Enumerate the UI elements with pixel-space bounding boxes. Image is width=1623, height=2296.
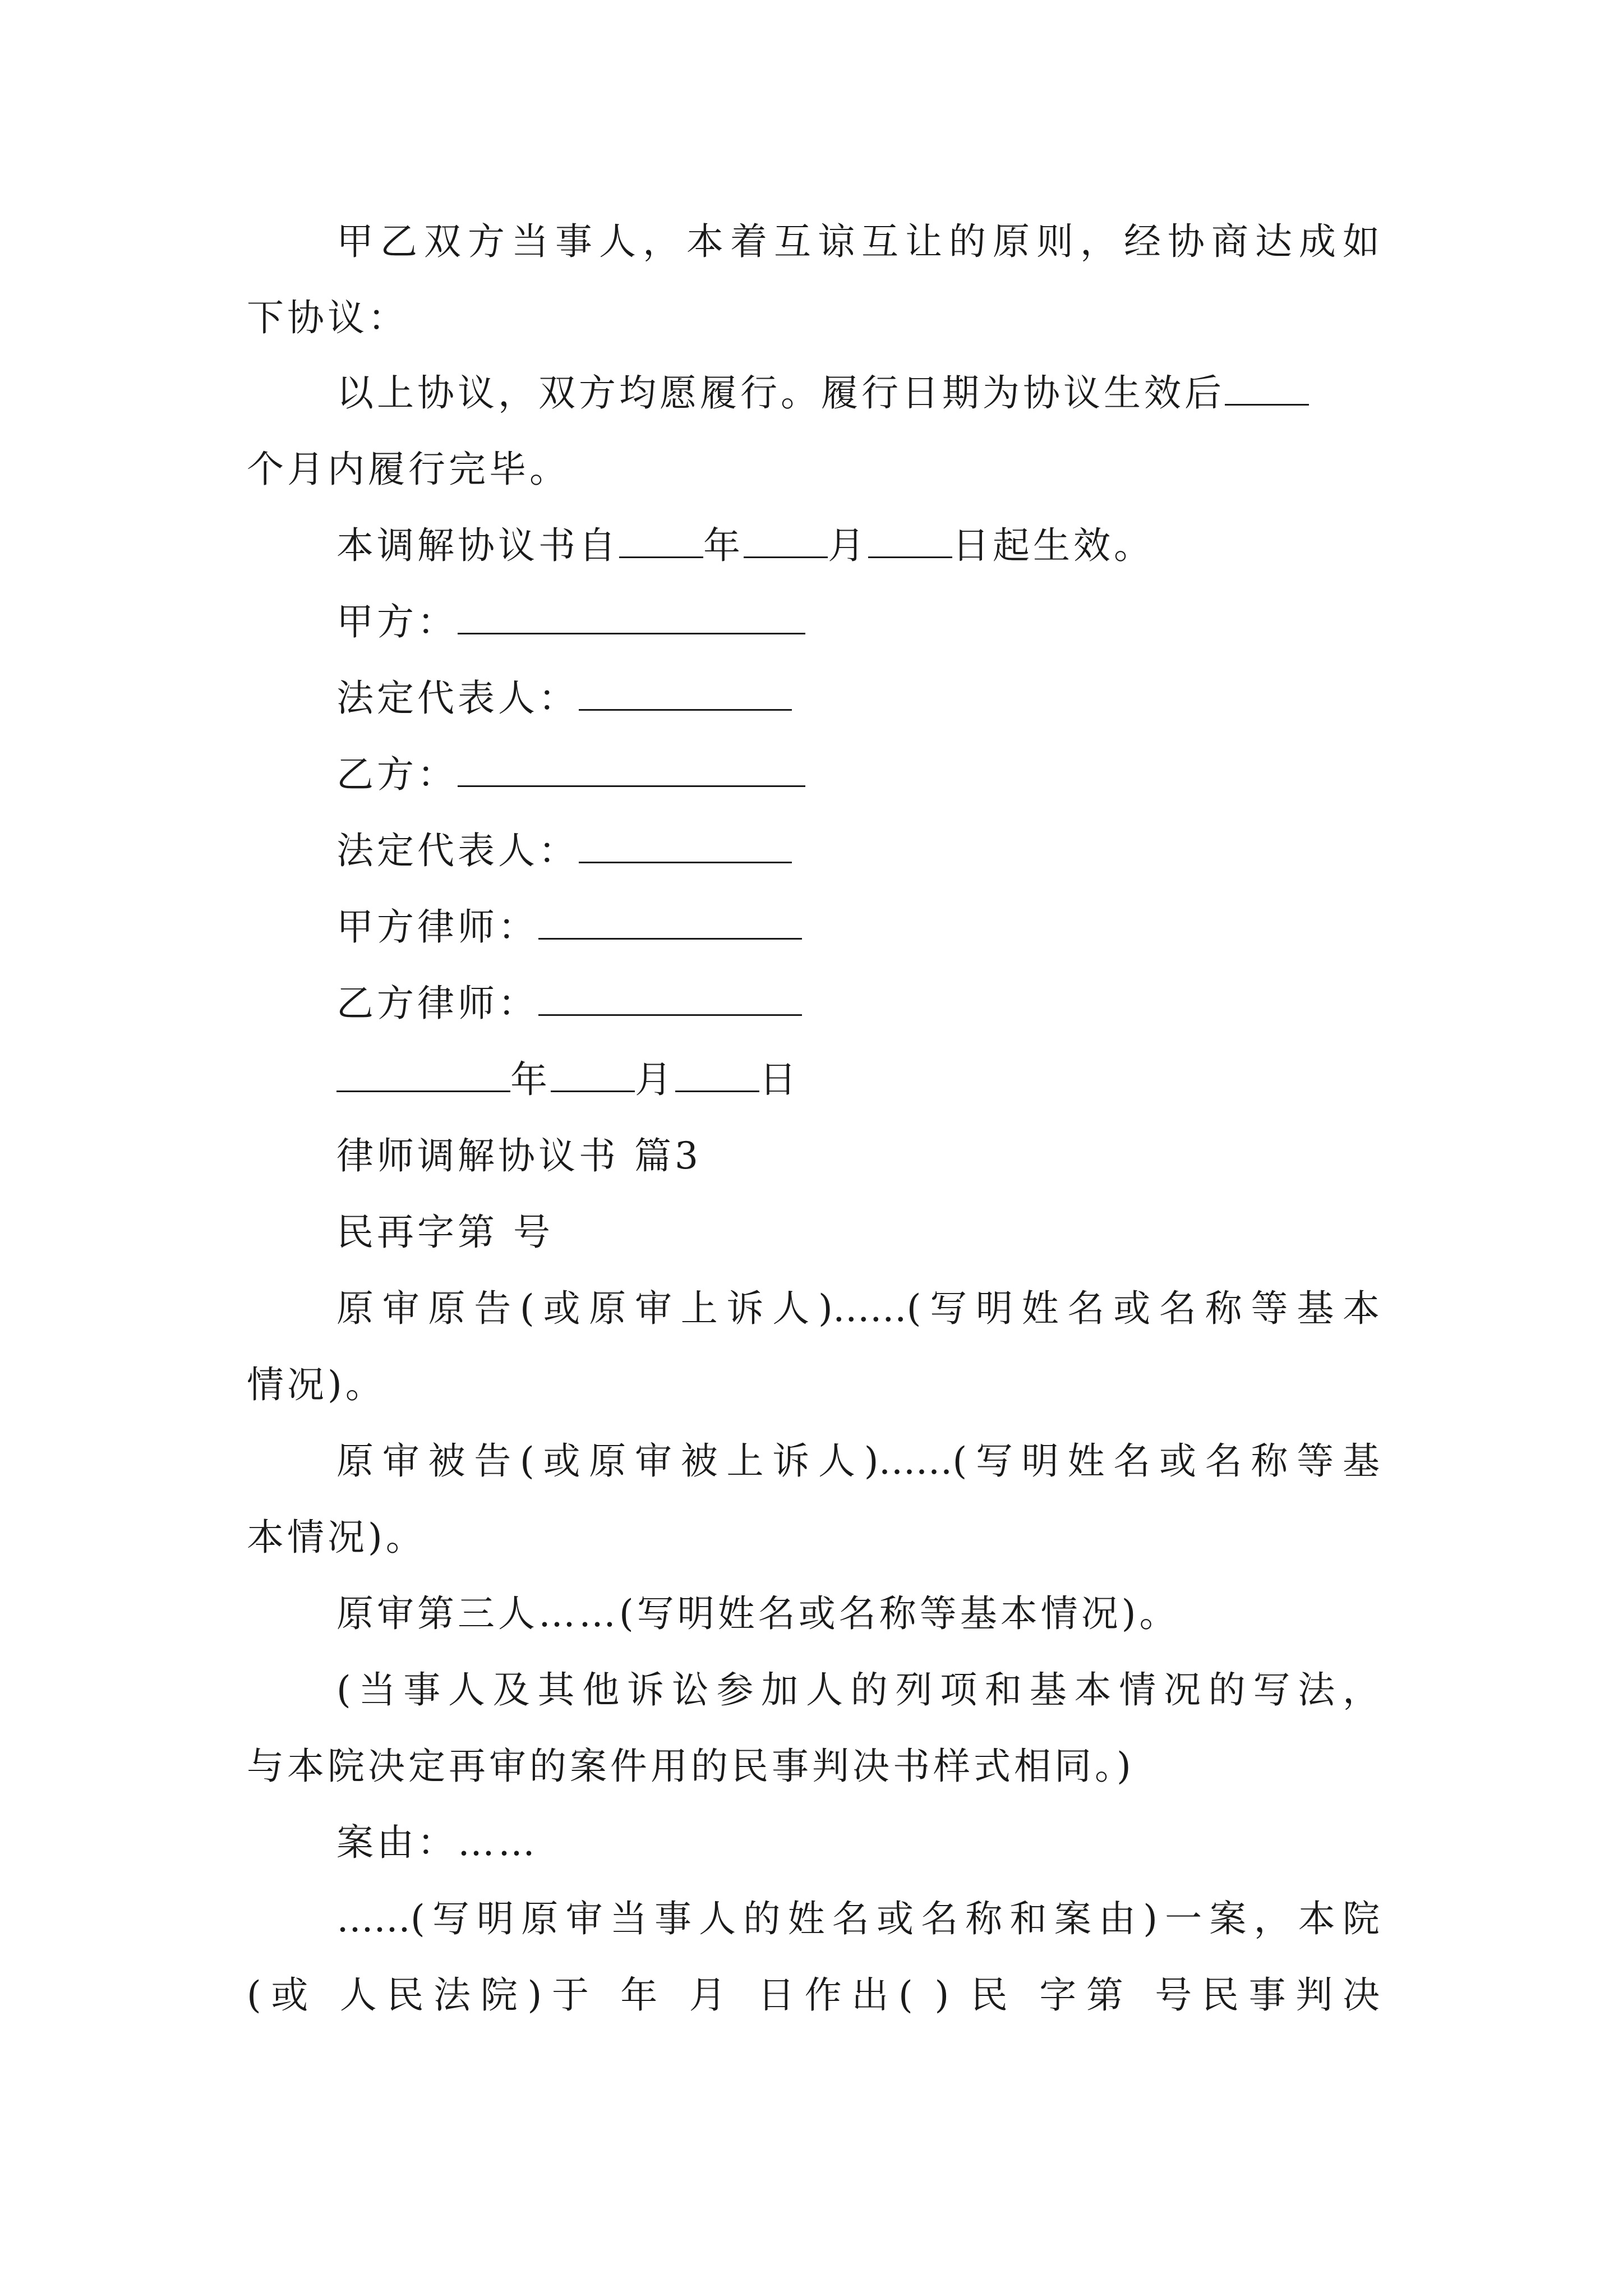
signature-label: 乙方律师： <box>336 982 538 1025</box>
signature-label: 乙方： <box>336 753 458 796</box>
signature-party-a <box>336 600 805 643</box>
signature-underline <box>579 680 792 711</box>
signature-underline <box>579 832 792 863</box>
blank-day-underline <box>868 527 952 558</box>
blank-month-underline <box>744 527 828 558</box>
paragraph-9-line-1: ……(写明原审当事人的姓名或名称和案由)一案，本院 <box>336 1897 1380 1940</box>
blank-year-underline <box>619 527 703 558</box>
signature-underline <box>458 756 805 787</box>
date-month-label: 月 <box>635 1058 675 1101</box>
signature-party-b <box>336 753 805 796</box>
effective-date-line <box>336 524 1154 567</box>
effective-date-suffix: 日起生效。 <box>952 524 1154 567</box>
case-number-line: 民再字第 号 <box>336 1211 554 1254</box>
paragraph-2-text: 以上协议，双方均愿履行。履行日期为协议生效后 <box>336 371 1225 415</box>
paragraph-9-line-2: (或 人民法院)于 年 月 日作出( ) 民 字第 号民事判决 <box>247 1973 1380 2017</box>
paragraph-5-line-1: 原审被告(或原审被上诉人)……(写明姓名或名称等基 <box>336 1439 1380 1483</box>
signature-underline <box>538 909 802 940</box>
paragraph-7-line-2: 与本院决定再审的案件用的民事判决书样式相同。) <box>247 1745 1135 1788</box>
date-day-underline <box>675 1061 759 1092</box>
blank-months-underline <box>1225 375 1309 406</box>
paragraph-4-line-2: 情况)。 <box>247 1363 386 1406</box>
signature-party-b-lawyer <box>336 982 802 1025</box>
signature-party-b-representative <box>336 829 792 872</box>
paragraph-1-line-2: 下协议： <box>247 296 408 339</box>
signature-label: 甲方： <box>336 600 458 643</box>
signature-label: 法定代表人： <box>336 677 579 720</box>
signature-label: 甲方律师： <box>336 905 538 949</box>
signature-date-line <box>336 1058 800 1101</box>
date-month-underline <box>551 1061 635 1092</box>
effective-date-year-label: 年 <box>703 524 744 567</box>
effective-date-prefix: 本调解协议书自 <box>336 524 619 567</box>
paragraph-4-line-1: 原审原告(或原审上诉人)……(写明姓名或名称等基本 <box>336 1287 1380 1330</box>
date-year-underline <box>336 1061 510 1092</box>
signature-underline <box>458 604 805 634</box>
date-year-label: 年 <box>510 1058 551 1101</box>
signature-label: 法定代表人： <box>336 829 579 872</box>
paragraph-6: 原审第三人……(写明姓名或名称等基本情况)。 <box>336 1592 1180 1635</box>
date-day-label: 日 <box>759 1058 800 1101</box>
paragraph-7-line-1: (当事人及其他诉讼参加人的列项和基本情况的写法， <box>336 1668 1380 1711</box>
signature-party-a-representative <box>336 677 792 720</box>
effective-date-month-label: 月 <box>828 524 868 567</box>
paragraph-1-line-1: 甲乙双方当事人，本着互谅互让的原则，经协商达成如 <box>336 220 1380 263</box>
paragraph-2-line-2: 个月内履行完毕。 <box>247 448 570 491</box>
paragraph-8: 案由：…… <box>336 1821 538 1864</box>
signature-party-a-lawyer <box>336 905 802 949</box>
signature-underline <box>538 985 802 1016</box>
section-heading: 律师调解协议书 篇3 <box>336 1134 702 1177</box>
paragraph-2-line-1 <box>336 371 1309 415</box>
paragraph-5-line-2: 本情况)。 <box>247 1516 426 1559</box>
